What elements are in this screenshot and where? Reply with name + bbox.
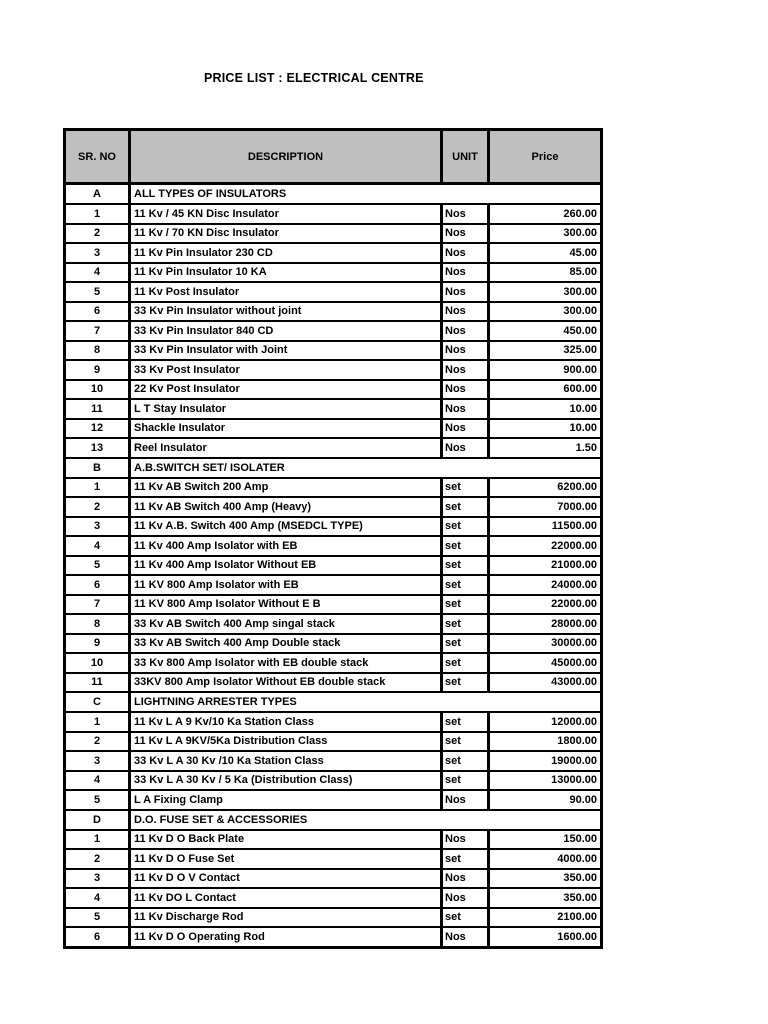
table-row <box>65 614 602 634</box>
row-price: 85.00 <box>489 263 602 283</box>
row-sr: 4 <box>65 771 130 791</box>
row-unit: Nos <box>442 263 489 283</box>
row-description: 11 Kv D O V Contact <box>130 869 442 889</box>
row-sr: 1 <box>65 204 130 224</box>
row-description: 11 Kv D O Operating Rod <box>130 927 442 947</box>
row-sr: 5 <box>65 790 130 810</box>
row-unit: Nos <box>442 927 489 947</box>
row-unit: Nos <box>442 380 489 400</box>
row-description: L A Fixing Clamp <box>130 790 442 810</box>
row-sr: 7 <box>65 595 130 615</box>
row-description: 11 Kv L A 9KV/5Ka Distribution Class <box>130 732 442 752</box>
row-unit: set <box>442 712 489 732</box>
row-sr: 8 <box>65 614 130 634</box>
row-description: 11 KV 800 Amp Isolator with EB <box>130 575 442 595</box>
row-price: 10.00 <box>489 419 602 439</box>
row-description: 11 Kv AB Switch 200 Amp <box>130 478 442 498</box>
row-price: 11500.00 <box>489 517 602 537</box>
row-sr: 6 <box>65 302 130 322</box>
row-description: 22 Kv Post Insulator <box>130 380 442 400</box>
row-price: 30000.00 <box>489 634 602 654</box>
row-description: 11 Kv 400 Amp Isolator Without EB <box>130 556 442 576</box>
row-sr: 2 <box>65 849 130 869</box>
row-price: 4000.00 <box>489 849 602 869</box>
row-sr: 2 <box>65 732 130 752</box>
table-row <box>65 751 602 771</box>
row-price: 45.00 <box>489 243 602 263</box>
row-description: 11 Kv D O Fuse Set <box>130 849 442 869</box>
table-row <box>65 634 602 654</box>
table-row <box>65 653 602 673</box>
row-sr: 11 <box>65 399 130 419</box>
row-sr: 2 <box>65 224 130 244</box>
row-sr: 5 <box>65 282 130 302</box>
row-unit: set <box>442 908 489 928</box>
row-sr: 3 <box>65 517 130 537</box>
row-unit: Nos <box>442 360 489 380</box>
row-unit: set <box>442 751 489 771</box>
row-sr: 4 <box>65 888 130 908</box>
page-title: PRICE LIST : ELECTRICAL CENTRE <box>204 71 424 85</box>
row-sr: 6 <box>65 927 130 947</box>
price-table <box>63 128 603 949</box>
row-description: 33 Kv Post Insulator <box>130 360 442 380</box>
row-price: 22000.00 <box>489 595 602 615</box>
row-unit: set <box>442 517 489 537</box>
row-unit: set <box>442 556 489 576</box>
row-sr: 1 <box>65 712 130 732</box>
row-price: 2100.00 <box>489 908 602 928</box>
row-unit: set <box>442 732 489 752</box>
row-unit: set <box>442 653 489 673</box>
row-sr: 11 <box>65 673 130 693</box>
table-row <box>65 595 602 615</box>
row-description: 33KV 800 Amp Isolator Without EB double stack <box>130 673 442 693</box>
row-price: 325.00 <box>489 341 602 361</box>
row-sr: 5 <box>65 556 130 576</box>
row-sr: 3 <box>65 869 130 889</box>
section-letter: D <box>65 810 130 830</box>
row-sr: 7 <box>65 321 130 341</box>
col-header-price: Price <box>489 130 602 184</box>
row-description: Reel Insulator <box>130 438 442 458</box>
row-price: 150.00 <box>489 830 602 850</box>
table-row <box>65 712 602 732</box>
row-sr: 6 <box>65 575 130 595</box>
row-description: Shackle Insulator <box>130 419 442 439</box>
row-unit: set <box>442 478 489 498</box>
row-unit: Nos <box>442 399 489 419</box>
row-sr: 13 <box>65 438 130 458</box>
table-row <box>65 399 602 419</box>
section-row-B <box>65 458 602 478</box>
row-sr: 5 <box>65 908 130 928</box>
table-row <box>65 908 602 928</box>
row-unit: set <box>442 536 489 556</box>
row-unit: Nos <box>442 869 489 889</box>
row-price: 600.00 <box>489 380 602 400</box>
table-row <box>65 282 602 302</box>
row-sr: 12 <box>65 419 130 439</box>
row-unit: Nos <box>442 438 489 458</box>
table-row <box>65 341 602 361</box>
header-row <box>65 130 602 184</box>
row-description: 11 Kv 400 Amp Isolator with EB <box>130 536 442 556</box>
row-price: 6200.00 <box>489 478 602 498</box>
row-price: 45000.00 <box>489 653 602 673</box>
table-row <box>65 790 602 810</box>
table-row <box>65 732 602 752</box>
row-sr: 3 <box>65 243 130 263</box>
row-description: 11 Kv L A 9 Kv/10 Ka Station Class <box>130 712 442 732</box>
table-row <box>65 243 602 263</box>
col-header-unit: UNIT <box>442 130 489 184</box>
table-row <box>65 830 602 850</box>
section-letter: C <box>65 692 130 712</box>
row-sr: 3 <box>65 751 130 771</box>
row-unit: set <box>442 614 489 634</box>
table-row <box>65 478 602 498</box>
row-sr: 9 <box>65 360 130 380</box>
table-row <box>65 536 602 556</box>
section-title: D.O. FUSE SET & ACCESSORIES <box>130 810 602 830</box>
row-price: 1800.00 <box>489 732 602 752</box>
row-unit: Nos <box>442 204 489 224</box>
row-unit: set <box>442 673 489 693</box>
table-row <box>65 204 602 224</box>
row-price: 7000.00 <box>489 497 602 517</box>
section-row-C <box>65 692 602 712</box>
section-title: ALL TYPES OF INSULATORS <box>130 184 602 205</box>
table-row <box>65 888 602 908</box>
row-sr: 4 <box>65 536 130 556</box>
price-table-body <box>65 184 602 948</box>
row-price: 12000.00 <box>489 712 602 732</box>
row-price: 260.00 <box>489 204 602 224</box>
row-description: L T Stay Insulator <box>130 399 442 419</box>
table-row <box>65 438 602 458</box>
row-price: 1.50 <box>489 438 602 458</box>
table-row <box>65 380 602 400</box>
row-unit: Nos <box>442 321 489 341</box>
row-description: 11 Kv AB Switch 400 Amp (Heavy) <box>130 497 442 517</box>
row-unit: set <box>442 771 489 791</box>
row-description: 33 Kv Pin Insulator 840 CD <box>130 321 442 341</box>
col-header-sr-no: SR. NO <box>65 130 130 184</box>
table-row <box>65 575 602 595</box>
row-description: 33 Kv L A 30 Kv /10 Ka Station Class <box>130 751 442 771</box>
row-price: 22000.00 <box>489 536 602 556</box>
row-unit: Nos <box>442 243 489 263</box>
row-price: 300.00 <box>489 282 602 302</box>
row-price: 43000.00 <box>489 673 602 693</box>
table-row <box>65 849 602 869</box>
row-price: 90.00 <box>489 790 602 810</box>
table-row <box>65 263 602 283</box>
table-row <box>65 927 602 947</box>
section-title: A.B.SWITCH SET/ ISOLATER <box>130 458 602 478</box>
table-row <box>65 771 602 791</box>
row-description: 11 Kv / 70 KN Disc Insulator <box>130 224 442 244</box>
row-unit: Nos <box>442 419 489 439</box>
row-description: 11 Kv A.B. Switch 400 Amp (MSEDCL TYPE) <box>130 517 442 537</box>
row-price: 300.00 <box>489 302 602 322</box>
table-row <box>65 321 602 341</box>
col-header-description: DESCRIPTION <box>130 130 442 184</box>
table-row <box>65 360 602 380</box>
row-description: 11 Kv DO L Contact <box>130 888 442 908</box>
table-row <box>65 673 602 693</box>
table-row <box>65 517 602 537</box>
row-price: 21000.00 <box>489 556 602 576</box>
row-price: 300.00 <box>489 224 602 244</box>
row-price: 13000.00 <box>489 771 602 791</box>
row-description: 11 Kv D O Back Plate <box>130 830 442 850</box>
row-sr: 10 <box>65 380 130 400</box>
row-price: 350.00 <box>489 869 602 889</box>
row-sr: 1 <box>65 478 130 498</box>
row-sr: 8 <box>65 341 130 361</box>
row-description: 11 Kv Pin Insulator 10 KA <box>130 263 442 283</box>
section-letter: A <box>65 184 130 205</box>
row-price: 350.00 <box>489 888 602 908</box>
row-description: 11 Kv Discharge Rod <box>130 908 442 928</box>
section-letter: B <box>65 458 130 478</box>
row-description: 11 Kv Pin Insulator 230 CD <box>130 243 442 263</box>
row-unit: set <box>442 634 489 654</box>
section-row-A <box>65 184 602 205</box>
row-unit: Nos <box>442 341 489 361</box>
row-unit: Nos <box>442 282 489 302</box>
row-price: 10.00 <box>489 399 602 419</box>
row-sr: 4 <box>65 263 130 283</box>
section-row-D <box>65 810 602 830</box>
section-title: LIGHTNING ARRESTER TYPES <box>130 692 602 712</box>
row-price: 24000.00 <box>489 575 602 595</box>
row-price: 19000.00 <box>489 751 602 771</box>
row-unit: set <box>442 575 489 595</box>
row-description: 33 Kv Pin Insulator with Joint <box>130 341 442 361</box>
row-price: 1600.00 <box>489 927 602 947</box>
row-description: 33 Kv Pin Insulator without joint <box>130 302 442 322</box>
row-unit: set <box>442 849 489 869</box>
row-unit: Nos <box>442 888 489 908</box>
row-description: 33 Kv L A 30 Kv / 5 Ka (Distribution Class) <box>130 771 442 791</box>
row-unit: Nos <box>442 830 489 850</box>
row-price: 900.00 <box>489 360 602 380</box>
row-price: 450.00 <box>489 321 602 341</box>
row-sr: 10 <box>65 653 130 673</box>
row-sr: 9 <box>65 634 130 654</box>
row-sr: 1 <box>65 830 130 850</box>
row-description: 33 Kv AB Switch 400 Amp singal stack <box>130 614 442 634</box>
row-description: 33 Kv AB Switch 400 Amp Double stack <box>130 634 442 654</box>
table-row <box>65 419 602 439</box>
row-description: 33 Kv 800 Amp Isolator with EB double stack <box>130 653 442 673</box>
row-sr: 2 <box>65 497 130 517</box>
row-description: 11 KV 800 Amp Isolator Without E B <box>130 595 442 615</box>
table-row <box>65 302 602 322</box>
table-row <box>65 497 602 517</box>
row-unit: Nos <box>442 790 489 810</box>
table-row <box>65 224 602 244</box>
row-unit: Nos <box>442 224 489 244</box>
row-description: 11 Kv / 45 KN Disc Insulator <box>130 204 442 224</box>
table-row <box>65 869 602 889</box>
table-row <box>65 556 602 576</box>
row-unit: set <box>442 497 489 517</box>
row-unit: Nos <box>442 302 489 322</box>
row-price: 28000.00 <box>489 614 602 634</box>
price-table-header <box>65 130 602 184</box>
row-unit: set <box>442 595 489 615</box>
row-description: 11 Kv Post Insulator <box>130 282 442 302</box>
